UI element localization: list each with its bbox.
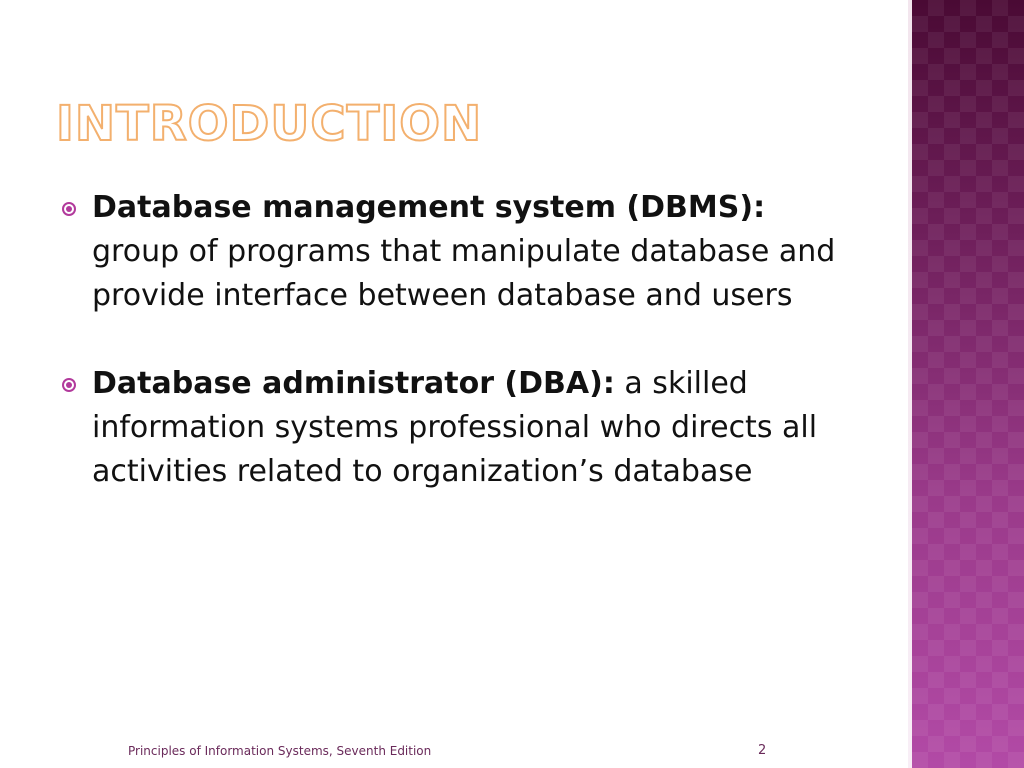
circle-dot-bullet-icon [62,202,76,216]
slide-title: INTRODUCTION [56,96,483,152]
page-number: 2 [758,743,767,758]
slide-footer: Principles of Information Systems, Seventh Edition [128,744,432,758]
circle-dot-bullet-icon [62,378,76,392]
bullet-list [60,186,860,494]
bullet-term: Database management system (DBMS): [92,190,766,225]
bullet-text: group of programs that manipulate database and provide interface between database and users [92,234,836,313]
bullet-text: a skilled information systems professional who directs all activities related to organization’s database [92,366,818,489]
bullet-term: Database administrator (DBA): [92,366,615,401]
side-decorative-panel [912,0,1024,768]
bullet-item-dba [60,362,860,494]
bullet-item-dbms [60,186,860,318]
